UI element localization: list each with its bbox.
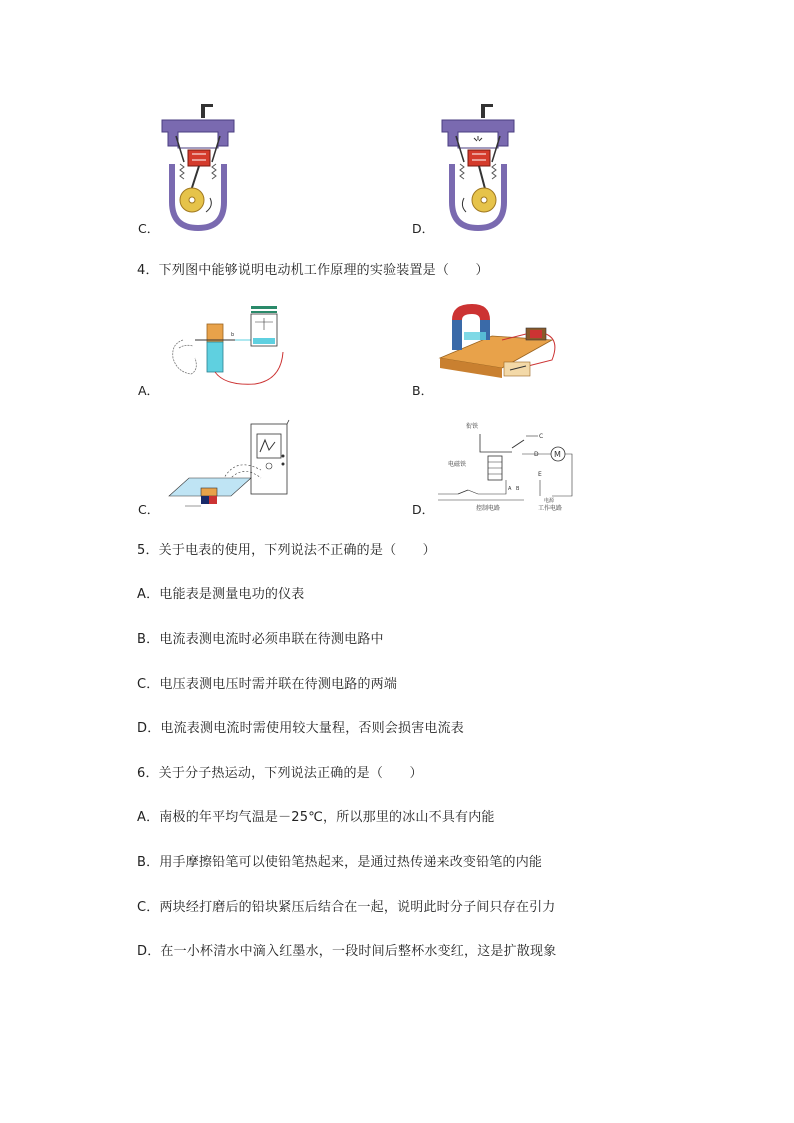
q6-option-a: A．南极的年平均气温是－25℃，所以那里的冰山不具有内能	[137, 810, 495, 825]
svg-text:b: b	[231, 332, 235, 338]
q4-option-d-diagram	[434, 418, 574, 516]
q3-option-d-label: D．	[412, 221, 435, 236]
work-circuit-text: 工作电路	[538, 505, 563, 512]
q5-stem: 5．关于电表的使用，下列说法不正确的是（ ）	[137, 543, 436, 558]
q4-option-a-label: A．	[138, 383, 160, 398]
relay-terminal-c: C	[539, 433, 544, 440]
q4-option-a-diagram	[165, 300, 285, 385]
q5-option-d: D．电流表测电流时需使用较大量程，否则会损害电流表	[137, 721, 465, 736]
q4-option-c-diagram	[165, 420, 295, 510]
relay-motor-text: M	[554, 450, 561, 459]
relay-terminal-d: D	[534, 451, 539, 458]
q4-option-b-diagram	[432, 300, 562, 395]
control-circuit-text: 控制电路	[476, 505, 501, 512]
relay-armature-text: 衔铁	[466, 423, 479, 430]
q6-option-d: D．在一小杯清水中滴入红墨水，一段时间后整杯水变红，这是扩散现象	[137, 944, 557, 959]
relay-terminal-b: B	[516, 486, 520, 492]
relay-electromagnet-text: 电磁铁	[448, 461, 467, 468]
engine-diagram-d	[438, 102, 518, 232]
relay-terminal-a: A	[508, 486, 512, 492]
q6-stem: 6．关于分子热运动，下列说法正确的是（ ）	[137, 766, 423, 781]
q3-option-c-label: C．	[138, 221, 160, 236]
engine-diagram-c	[158, 102, 238, 232]
power-supply-text: 电源	[544, 498, 555, 504]
q4-option-d-label: D．	[412, 502, 435, 517]
q4-stem: 4．下列图中能够说明电动机工作原理的实验装置是（ ）	[137, 263, 489, 278]
q5-option-a: A．电能表是测量电功的仪表	[137, 587, 305, 602]
q5-option-c: C．电压表测电压时需并联在待测电路的两端	[137, 677, 398, 692]
q6-option-c: C．两块经打磨后的铅块紧压后结合在一起，说明此时分子间只存在引力	[137, 900, 556, 915]
q4-option-b-label: B．	[412, 383, 434, 398]
q4-option-c-label: C．	[138, 502, 160, 517]
q6-option-b: B．用手摩擦铅笔可以使铅笔热起来，是通过热传递来改变铅笔的内能	[137, 855, 543, 870]
q5-option-b: B．电流表测电流时必须串联在待测电路中	[137, 632, 384, 647]
relay-terminal-e: E	[538, 471, 542, 478]
